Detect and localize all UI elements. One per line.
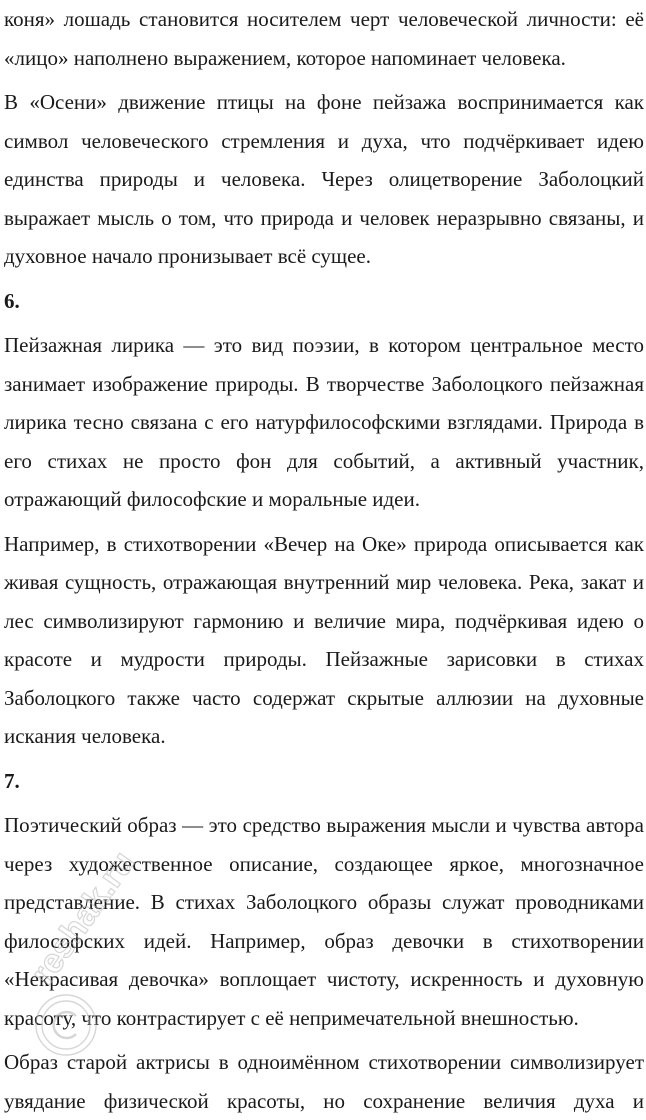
text-line: через художественное описание, создающее яркое, многозначное: [4, 845, 644, 884]
paragraph: [4, 525, 644, 756]
text-line: философских идей. Например, образ девочки в стихотворении: [4, 922, 644, 961]
text-line: лирика тесно связана с его натурфилософскими взглядами. Природа в: [4, 403, 644, 442]
text-line: Пейзажная лирика — это вид поэзии, в котором центральное место: [4, 326, 644, 365]
text-line: Образ старой актрисы в одноимённом стихотворении символизирует: [4, 1043, 644, 1082]
text-line: отражающий философские и моральные идеи.: [4, 480, 644, 519]
text-line: «Некрасивая девочка» воплощает чистоту, искренность и духовную: [4, 960, 644, 999]
document-page: [4, 0, 644, 1120]
text-line: Например, в стихотворении «Вечер на Оке» природа описывается как: [4, 525, 644, 564]
text-line: увядание физической красоты, но сохранение величия духа и: [4, 1082, 644, 1120]
paragraph: [4, 1043, 644, 1120]
paragraph: [4, 806, 644, 1037]
text-line: красоту, что контрастирует с её непримечательной внешностью.: [4, 999, 644, 1038]
text-line: живая сущность, отражающая внутренний мир человека. Река, закат и: [4, 563, 644, 602]
text-line: занимает изображение природы. В творчестве Заболоцкого пейзажная: [4, 365, 644, 404]
text-line: его стихах не просто фон для событий, а активный участник,: [4, 442, 644, 481]
text-line: В «Осени» движение птицы на фоне пейзажа воспринимается как: [4, 83, 644, 122]
text-line: коня» лошадь становится носителем черт человеческой личности: её: [4, 0, 644, 39]
text-line: представление. В стихах Заболоцкого образы служат проводниками: [4, 883, 644, 922]
paragraph: [4, 83, 644, 276]
text-line: единства природы и человека. Через олицетворение Заболоцкий: [4, 160, 644, 199]
text-line: красоте и мудрости природы. Пейзажные зарисовки в стихах: [4, 640, 644, 679]
text-line: выражает мысль о том, что природа и человек неразрывно связаны, и: [4, 199, 644, 238]
text-line: искания человека.: [4, 717, 644, 756]
text-line: Заболоцкого также часто содержат скрытые аллюзии на духовные: [4, 679, 644, 718]
section-heading: 6.: [4, 282, 644, 321]
text-line: «лицо» наполнено выражением, которое напоминает человека.: [4, 39, 644, 78]
section-heading: 7.: [4, 762, 644, 801]
text-line: символ человеческого стремления и духа, что подчёркивает идею: [4, 122, 644, 161]
text-line: Поэтический образ — это средство выражения мысли и чувства автора: [4, 806, 644, 845]
paragraph: [4, 0, 644, 77]
paragraph: [4, 326, 644, 519]
text-line: духовное начало пронизывает всё сущее.: [4, 237, 644, 276]
text-line: лес символизируют гармонию и величие мира, подчёркивая идею о: [4, 602, 644, 641]
svg-text:reshak.ru: reshak.ru: [23, 844, 142, 991]
